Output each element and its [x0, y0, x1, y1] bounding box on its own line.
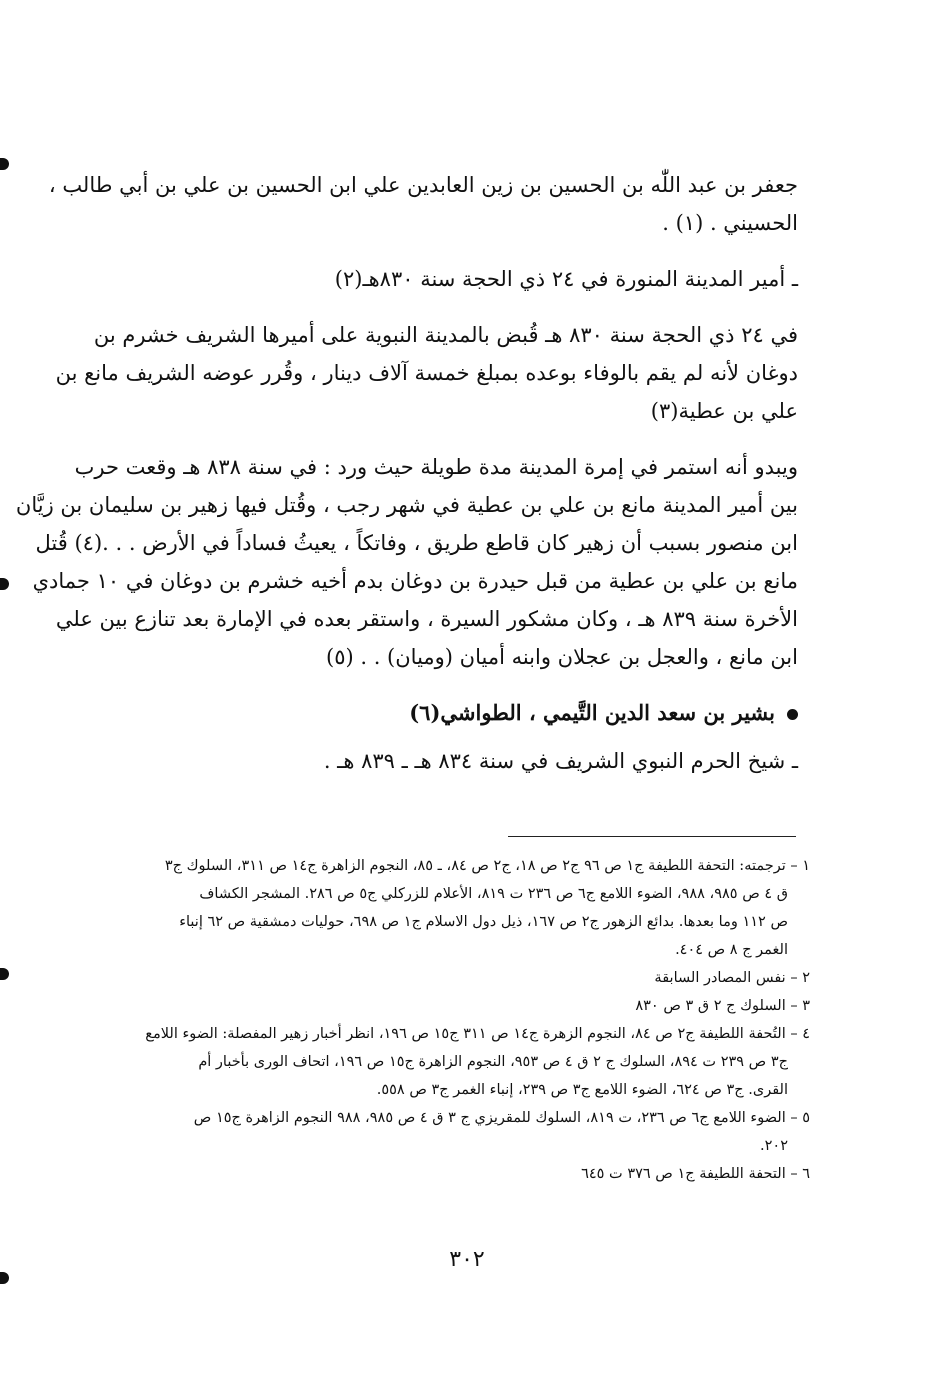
footnote-line: ص ١١٢ وما بعدها. بدائع الزهور ج٢ ص ١٦٧، ذيل دول الاسلام ج١ ص ٦٩٨، حوليات دمشقية ص ٦٢ إنباء	[179, 914, 788, 930]
footnote-line: القرى. ج٣ ص ٦٢٤، الضوء اللامع ج٣ ص ٢٣٩، إنباء الغمر ج٣ ص ٥٥٨.	[376, 1082, 788, 1098]
scan-edge-mark	[0, 968, 9, 980]
footnote-4	[100, 1020, 810, 1104]
footnote-6	[100, 1160, 810, 1188]
footnote-line: الغمر ج ٨ ص ٤٠٤.	[675, 942, 788, 958]
text-line: ويبدو أنه استمر في إمرة المدينة مدة طويلة حيث ورد : في سنة ٨٣٨ هـ وقعت حرب	[74, 455, 798, 479]
footnote-line: ٥ – الضوء اللامع ج٦ ص ٢٣٦، ت ٨١٩، السلوك للمقريزي ج ٣ ق ٤ ص ٩٨٥، ٩٨٨ النجوم الزاهرة ج١٥ ص	[193, 1110, 810, 1126]
paragraph-3	[55, 316, 798, 430]
paragraph-1	[48, 166, 798, 242]
footnote-line: ١ – ترجمته: التحفة اللطيفة ج١ ص ٩٦ ج٢ ص ١٨، ج٢ ص ٨٤، ـ ٨٥، النجوم الزاهرة ج١٤ ص ٣١١، السلوك ج٣	[164, 858, 810, 874]
footnote-3	[100, 992, 810, 1020]
page-number: ٣٠٢	[449, 1247, 485, 1272]
text-line: ابن منصور بسبب أن زهير كان قاطع طريق ، وفاتكاً ، يعيثُ فساداً في الأرض . . .(٤) قُتل	[35, 531, 798, 555]
footnote-line: ٦ – التحفة اللطيفة ج١ ص ٣٧٦ ت ٦٤٥	[581, 1166, 810, 1182]
text-line: ـ أمير المدينة المنورة في ٢٤ ذي الحجة سنة ٨٣٠هـ(٢)	[334, 267, 798, 291]
text-line: الأخرة سنة ٨٣٩ هـ ، وكان مشكور السيرة ، واستقر بعده في الإمارة بعد تنازع بين علي	[55, 607, 798, 631]
footnote-5	[100, 1104, 810, 1160]
paragraph-4	[15, 448, 798, 676]
scan-edge-mark	[0, 158, 9, 170]
bullet-heading	[100, 694, 798, 732]
footnotes	[100, 852, 810, 1188]
scan-edge-mark	[0, 578, 9, 590]
text-line: بين أمير المدينة مانع بن علي بن عطية في شهر رجب ، وقُتل فيها زهير بن سليمان بن زيَّان	[15, 493, 798, 517]
footnote-line: ٢٠٢.	[760, 1138, 788, 1154]
text-line: في ٢٤ ذي الحجة سنة ٨٣٠ هـ قُبض بالمدينة النبوية على أميرها الشريف خشرم بن	[93, 323, 798, 347]
text-line: مانع بن علي بن عطية من قبل حيدرة بن دوغان بدم أخيه خشرم بن دوغان في ١٠ جمادي	[32, 569, 798, 593]
scan-edge-mark	[0, 1272, 9, 1284]
bullet-heading-text: بشير بن سعد الدين التَّيمي ، الطواشي(٦)	[409, 700, 775, 725]
text-line: ابن مانع ، والعجل بن عجلان وابنه أميان (وميان) . . (٥)	[326, 645, 798, 669]
footnote-separator	[508, 836, 796, 837]
footnote-line: ٣ – السلوك ج ٢ ق ٣ ص ٨٣٠	[635, 998, 810, 1014]
text-line: الحسيني . (١) .	[662, 211, 798, 235]
footnote-line: ق ٤ ص ٩٨٥، ٩٨٨، الضوء اللامع ج٦ ص ٢٣٦ ت ٨١٩، الأعلام للزركلي ج٥ ص ٢٨٦. المشجر الكشاف	[199, 886, 788, 902]
footnote-line: ٢ – نفس المصادر السابقة	[654, 970, 810, 986]
text-line: ـ شيخ الحرم النبوي الشريف في سنة ٨٣٤ هـ ـ ٨٣٩ هـ .	[323, 749, 798, 773]
bullet-dot-icon	[787, 709, 798, 720]
text-line: دوغان لأنه لم يقم بالوفاء بوعده بمبلغ خمسة آلاف دينار ، وقُرر عوضه الشريف مانع بن	[55, 361, 798, 385]
text-line: جعفر بن عبد اللّٰه بن الحسين بن زين العابدين علي ابن الحسين بن علي بن أبي طالب ،	[48, 173, 798, 197]
footnote-line: ٤ – التُحفة اللطيفة ج٢ ص ٨٤، النجوم الزهرة ج١٤ ص ٣١١ ج١٥ ص ١٩٦، انظر أخبار زهير المفصلة: الضوء اللامع	[145, 1026, 810, 1042]
text-line: علي بن عطية(٣)	[650, 399, 798, 423]
footnote-1	[100, 852, 810, 964]
footnote-2	[100, 964, 810, 992]
main-text	[15, 166, 798, 780]
footnote-line: ج٣ ص ٢٣٩ ت ٨٩٤، السلوك ج ٢ ق ٤ ص ٩٥٣، النجوم الزاهرة ج١٥ ص ١٩٦، اتحاف الورى بأخبار أم	[198, 1054, 788, 1070]
paragraph-2	[100, 260, 798, 298]
